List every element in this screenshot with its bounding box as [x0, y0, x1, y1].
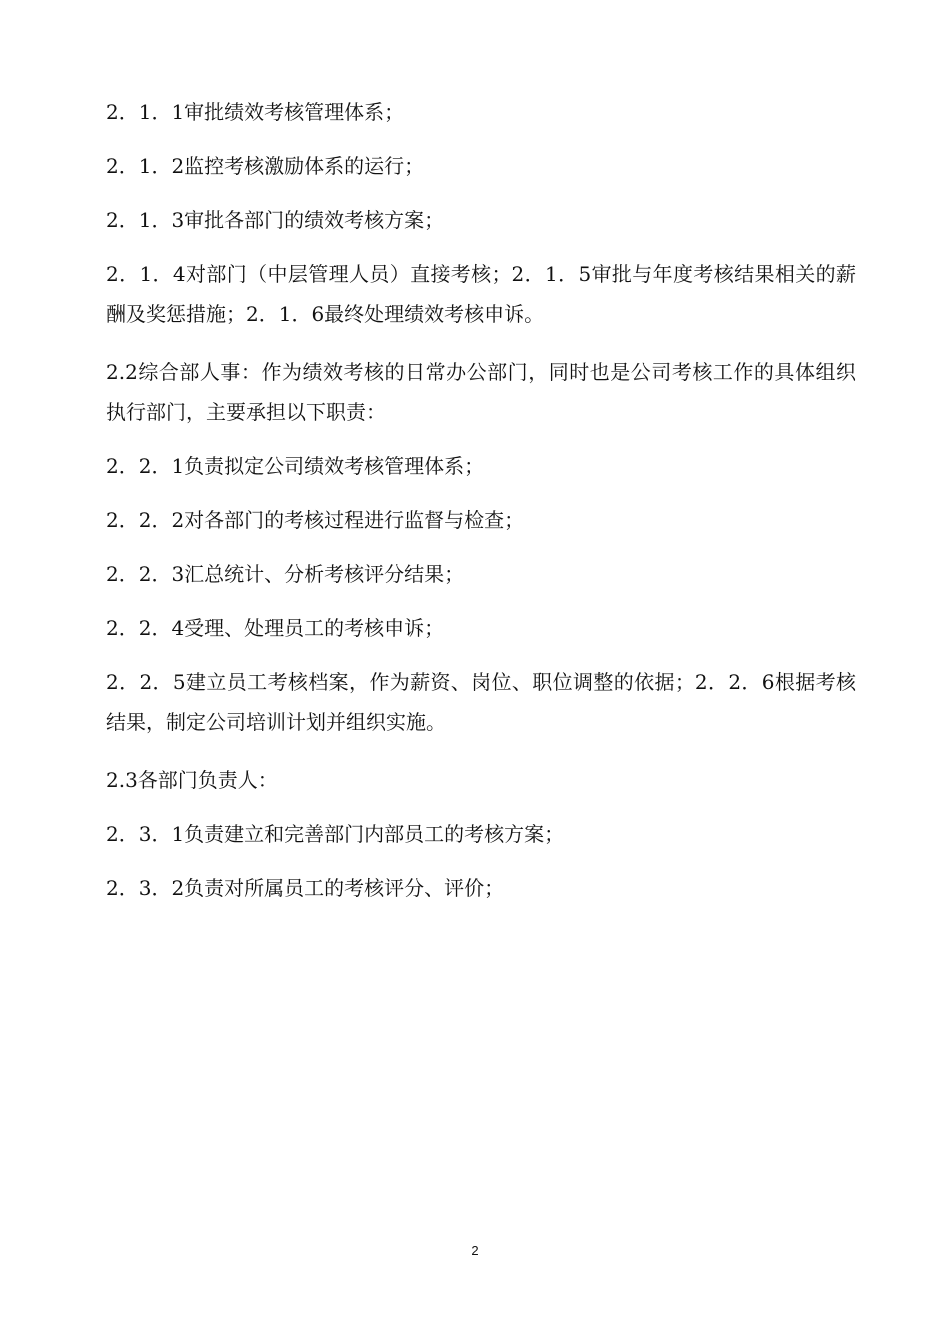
paragraph-2-2-heading: 2.2综合部人事：作为绩效考核的日常办公部门，同时也是公司考核工作的具体组织执行部门，主要承担以下职责： — [106, 360, 856, 424]
paragraph-2-1-2: 2．1．2监控考核激励体系的运行； — [106, 154, 425, 178]
paragraph-2-1-4-to-6: 2．1．4对部门（中层管理人员）直接考核；2．1．5审批与年度考核结果相关的薪酬及奖惩措施；2．1．6最终处理绩效考核申诉。 — [106, 262, 856, 326]
paragraph-2-2-2: 2．2．2对各部门的考核过程进行监督与检查； — [106, 508, 525, 532]
paragraph-2-2-1: 2．2．1负责拟定公司绩效考核管理体系； — [106, 454, 485, 478]
paragraph-2-3-1: 2．3．1负责建立和完善部门内部员工的考核方案； — [106, 822, 565, 846]
page-number: 2 — [471, 1243, 479, 1258]
paragraph-2-2-4: 2．2．4受理、处理员工的考核申诉； — [106, 616, 445, 640]
document-body — [106, 92, 856, 922]
paragraph-2-3-heading: 2.3各部门负责人： — [106, 768, 278, 792]
paragraph-2-1-1: 2．1．1审批绩效考核管理体系； — [106, 100, 405, 124]
paragraph-2-2-3: 2．2．3汇总统计、分析考核评分结果； — [106, 562, 465, 586]
paragraph-2-3-2: 2．3．2负责对所属员工的考核评分、评价； — [106, 876, 505, 900]
paragraph-2-1-3: 2．1．3审批各部门的绩效考核方案； — [106, 208, 445, 232]
paragraph-2-2-5-and-6: 2．2．5建立员工考核档案，作为薪资、岗位、职位调整的依据；2．2．6根据考核结果，制定公司培训计划并组织实施。 — [106, 670, 856, 734]
